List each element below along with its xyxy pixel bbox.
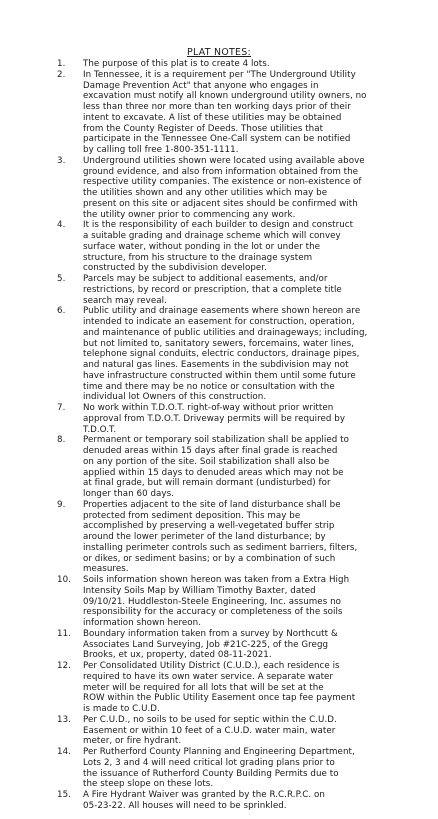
- note-text-line: is made to C.U.D.: [83, 704, 160, 714]
- note-text-line: installing perimeter controls such as sediment barriers, filters,: [83, 542, 358, 553]
- note-text-line: approval from T.D.O.T. Driveway permits will be required by: [83, 413, 346, 424]
- note-text-line: Properties adjacent to the site of land disturbance shall be: [83, 499, 341, 510]
- note-text-line: and maintenance of public utilities and drainageways; including,: [83, 327, 368, 338]
- note-number: 9.: [57, 499, 66, 510]
- note-number: 1.: [57, 59, 66, 69]
- note-text-line: Easement or within 10 feet of a C.U.D. water main, water: [83, 725, 336, 736]
- note-text-line: the steep slope on these lots.: [83, 779, 214, 790]
- note-text-line: applied within 15 days to denuded areas which may not be: [83, 467, 344, 478]
- note-text-line: meter, or fire hydrant.: [83, 736, 182, 747]
- note-text-line: respective utility companies. The existence or non-existence of: [83, 177, 362, 188]
- note-text-line: Lots 2, 3 and 4 will need critical lot grading plans prior to: [83, 757, 335, 768]
- note-text-line: Per Consolidated Utility District (C.U.D.), each residence is: [83, 661, 340, 671]
- note-text-line: have infrastructure constructed within them until some future: [83, 370, 356, 381]
- plat-note-9: [0, 500, 438, 575]
- note-text-line: Intensity Soils Map by William Timothy Baxter, dated: [83, 585, 316, 596]
- note-number: 6.: [57, 306, 66, 317]
- note-number: 8.: [57, 435, 66, 446]
- plat-note-4: [0, 220, 438, 274]
- note-number: 15.: [57, 790, 71, 800]
- note-number: 11.: [57, 628, 71, 639]
- note-text-line: or dikes, or sediment basins; or by a combination of such: [83, 553, 336, 564]
- note-text-line: by calling toll free 1-800-351-1111.: [83, 145, 239, 155]
- note-text-line: denuded areas within 15 days after final grade is reached: [83, 446, 338, 456]
- plat-note-2: [0, 70, 438, 156]
- note-text-line: on any portion of the site. Soil stabilization shall also be: [83, 456, 330, 467]
- note-number: 4.: [57, 220, 66, 231]
- note-text-line: 09/10/21. Huddleston-Steele Engineering, Inc. assumes no: [83, 596, 341, 607]
- note-text-line: search may reveal.: [83, 295, 167, 306]
- note-text-line: participate in the Tennessee One-Call system can be notified: [83, 134, 351, 145]
- plat-note-1: [0, 59, 438, 70]
- note-text-line: Per C.U.D., no soils to be used for septic within the C.U.D.: [83, 714, 337, 725]
- note-text-line: Brooks, et ux, property, dated 08-11-2021.: [83, 650, 272, 661]
- note-text-line: the utility owner prior to commencing any work.: [83, 209, 296, 220]
- note-text-line: Associates Land Surveying, Job #21C-225, of the Gregg: [83, 639, 329, 650]
- note-text-line: time and there may be no notice or consultation with the: [83, 381, 335, 392]
- note-text-line: but not limited to, sanitatory sewers, forcemains, water lines,: [83, 338, 355, 349]
- note-text-line: required to have its own water service. A separate water: [83, 671, 334, 682]
- note-text-line: the utilities shown and any other utilities which may be: [83, 188, 328, 198]
- note-text-line: and natural gas lines. Easements in the subdivision may not: [83, 360, 349, 370]
- note-text-line: telephone signal conduits, electric conductors, drainage pipes,: [83, 349, 360, 360]
- note-number: 13.: [57, 714, 71, 725]
- note-text-line: protected from sediment deposition. This may be: [83, 510, 301, 521]
- note-text-line: Soils information shown hereon was taken from a Extra High: [83, 575, 350, 585]
- note-text-line: ROW within the Public Utility Easement once tap fee payment: [83, 693, 356, 704]
- note-text-line: meter will be required for all lots that will be set at the: [83, 682, 324, 693]
- note-text-line: information shown hereon.: [83, 618, 202, 628]
- note-text-line: from the County Register of Deeds. Those utilities that: [83, 123, 324, 134]
- note-number: 7.: [57, 403, 66, 413]
- plat-note-15: [0, 790, 438, 812]
- note-number: 14.: [57, 747, 71, 757]
- note-number: 3.: [57, 155, 66, 166]
- note-text-line: responsibility for the accuracy or completeness of the soils: [83, 607, 343, 618]
- plat-note-8: [0, 435, 438, 500]
- note-number: 12.: [57, 661, 71, 671]
- note-text-line: surface water, without ponding in the lot or under the: [83, 241, 321, 252]
- plat-notes-list: [0, 59, 438, 812]
- plat-note-10: [0, 575, 438, 629]
- plat-note-13: [0, 715, 438, 747]
- page-title: [0, 47, 438, 58]
- note-text-line: the issuance of Rutherford County Building Permits due to: [83, 768, 339, 779]
- note-text-line: Underground utilities shown were located using available above: [83, 155, 365, 166]
- note-text-line: restrictions, by record or prescription, that a complete title: [83, 284, 342, 295]
- note-text-line: longer than 60 days.: [83, 489, 175, 499]
- note-text-line: individual lot Owners of this construction.: [83, 392, 267, 403]
- plat-note-7: [0, 403, 438, 435]
- note-text-line: present on this site or adjacent sites should be confirmed with: [83, 198, 358, 209]
- note-text-line: intended to indicate an easement for construction, operation,: [83, 317, 355, 327]
- note-text-line: Permanent or temporary soil stabilization shall be applied to: [83, 435, 349, 446]
- note-text-line: The purpose of this plat is to create 4 lots.: [83, 59, 270, 69]
- note-text-line: In Tennessee, it is a requirement per "The Underground Utility: [83, 69, 356, 80]
- note-text-line: Public utility and drainage easements where shown hereon are: [83, 306, 361, 317]
- note-text-line: structure, from his structure to the drainage system: [83, 252, 313, 263]
- note-number: 10.: [57, 575, 71, 585]
- plat-note-14: [0, 747, 438, 790]
- note-text-line: at final grade, but will remain dormant (undisturbed) for: [83, 478, 331, 489]
- note-number: 2.: [57, 69, 66, 80]
- note-text-line: T.D.O.T.: [83, 424, 117, 435]
- plat-note-12: [0, 661, 438, 715]
- note-text-line: Boundary information taken from a survey by Northcutt &: [83, 628, 338, 639]
- note-text-line: excavation must notify all known underground utility owners, no: [83, 91, 367, 102]
- note-text-line: A Fire Hydrant Waiver was granted by the R.C.R.P.C. on: [83, 790, 325, 800]
- note-text-line: It is the responsibility of each builder to design and construct: [83, 220, 354, 231]
- note-text-line: 05-23-22. All houses will need to be sprinkled.: [83, 800, 287, 811]
- note-text-line: No work within T.D.O.T. right-of-way without prior written: [83, 403, 334, 413]
- note-text-line: Parcels may be subject to additional easements, and/or: [83, 274, 328, 284]
- plat-note-11: [0, 629, 438, 661]
- note-text-line: Per Rutherford County Planning and Engineering Department,: [83, 747, 355, 757]
- note-text-line: around the lower perimeter of the land disturbance; by: [83, 532, 326, 542]
- note-text-line: ground evidence, and also from information obtained from the: [83, 166, 359, 177]
- plat-note-6: [0, 306, 438, 403]
- plat-notes-heading: PLAT NOTES:: [187, 47, 251, 58]
- note-text-line: measures.: [83, 564, 129, 575]
- note-text-line: intent to excavate. A list of these utilities may be obtained: [83, 112, 342, 123]
- note-text-line: constructed by the subdivision developer.: [83, 263, 267, 274]
- note-text-line: accomplished by preserving a well-vegetated buffer strip: [83, 521, 335, 532]
- note-text-line: less than three nor more than ten working days prior of their: [83, 102, 351, 112]
- note-text-line: a suitable grading and drainage scheme which will convey: [83, 231, 341, 241]
- note-text-line: Damage Prevention Act" that anyone who engages in: [83, 80, 319, 91]
- plat-note-3: [0, 156, 438, 221]
- plat-note-5: [0, 274, 438, 306]
- note-number: 5.: [57, 274, 66, 284]
